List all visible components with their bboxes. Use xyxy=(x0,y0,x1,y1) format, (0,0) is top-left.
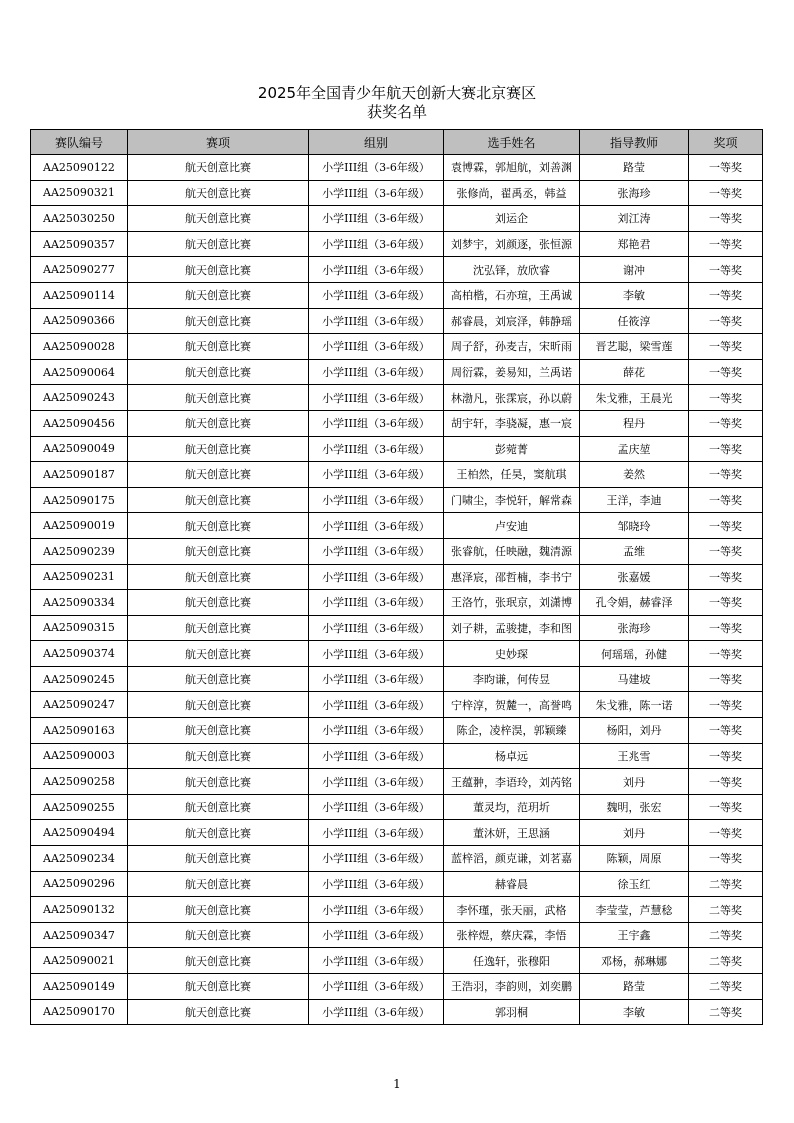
team-id-cell: AA25090296 xyxy=(31,871,128,897)
group-cell: 小学III组（3-6年级） xyxy=(309,999,444,1025)
event-cell: 航天创意比赛 xyxy=(128,897,309,923)
award-cell: 一等奖 xyxy=(689,257,763,283)
participants-cell: 刘运企 xyxy=(444,206,580,232)
group-cell: 小学III组（3-6年级） xyxy=(309,769,444,795)
award-cell: 一等奖 xyxy=(689,180,763,206)
table-row xyxy=(31,692,763,718)
instructor-cell: 魏明，张宏 xyxy=(580,794,689,820)
event-cell: 航天创意比赛 xyxy=(128,769,309,795)
participants-cell: 周衍霖，姜易知，兰禹诺 xyxy=(444,359,580,385)
award-cell: 二等奖 xyxy=(689,974,763,1000)
team-id-cell: AA25090315 xyxy=(31,615,128,641)
event-cell: 航天创意比赛 xyxy=(128,462,309,488)
participants-cell: 杨卓远 xyxy=(444,743,580,769)
instructor-cell: 孟庆堃 xyxy=(580,436,689,462)
instructor-cell: 刘丹 xyxy=(580,769,689,795)
instructor-cell: 张海珍 xyxy=(580,615,689,641)
participants-cell: 刘子耕，孟骏捷，李和图 xyxy=(444,615,580,641)
group-cell: 小学III组（3-6年级） xyxy=(309,871,444,897)
participants-cell: 郭羽桐 xyxy=(444,999,580,1025)
participants-cell: 陈企，凌梓淏，郭颖臻 xyxy=(444,718,580,744)
group-cell: 小学III组（3-6年级） xyxy=(309,257,444,283)
award-cell: 一等奖 xyxy=(689,615,763,641)
event-cell: 航天创意比赛 xyxy=(128,385,309,411)
team-id-cell: AA25090258 xyxy=(31,769,128,795)
instructor-cell: 任筱淳 xyxy=(580,308,689,334)
table-row xyxy=(31,487,763,513)
group-cell: 小学III组（3-6年级） xyxy=(309,385,444,411)
team-id-cell: AA25090243 xyxy=(31,385,128,411)
group-cell: 小学III组（3-6年级） xyxy=(309,743,444,769)
table-row xyxy=(31,999,763,1025)
event-cell: 航天创意比赛 xyxy=(128,974,309,1000)
award-cell: 一等奖 xyxy=(689,538,763,564)
group-cell: 小学III组（3-6年级） xyxy=(309,692,444,718)
participants-cell: 彭菀菁 xyxy=(444,436,580,462)
instructor-cell: 路莹 xyxy=(580,155,689,181)
team-id-cell: AA25090028 xyxy=(31,334,128,360)
participants-cell: 张梓煜，蔡庆霖，李悟 xyxy=(444,922,580,948)
header-group: 组别 xyxy=(309,130,444,155)
participants-cell: 李怀瑾，张天丽，武格 xyxy=(444,897,580,923)
table-row xyxy=(31,846,763,872)
event-cell: 航天创意比赛 xyxy=(128,513,309,539)
group-cell: 小学III组（3-6年级） xyxy=(309,487,444,513)
table-row xyxy=(31,590,763,616)
award-cell: 一等奖 xyxy=(689,590,763,616)
event-cell: 航天创意比赛 xyxy=(128,282,309,308)
instructor-cell: 晋艺聪，梁雪莲 xyxy=(580,334,689,360)
table-row xyxy=(31,794,763,820)
award-cell: 一等奖 xyxy=(689,769,763,795)
participants-cell: 袁博霖，郭旭航，刘善渊 xyxy=(444,155,580,181)
participants-cell: 周子舒，孙麦吉，宋昕雨 xyxy=(444,334,580,360)
participants-cell: 沈弘铎，放欣睿 xyxy=(444,257,580,283)
event-cell: 航天创意比赛 xyxy=(128,334,309,360)
team-id-cell: AA25030250 xyxy=(31,206,128,232)
group-cell: 小学III组（3-6年级） xyxy=(309,590,444,616)
award-cell: 一等奖 xyxy=(689,462,763,488)
team-id-cell: AA25090334 xyxy=(31,590,128,616)
team-id-cell: AA25090114 xyxy=(31,282,128,308)
instructor-cell: 陈颖，周原 xyxy=(580,846,689,872)
group-cell: 小学III组（3-6年级） xyxy=(309,820,444,846)
table-row xyxy=(31,564,763,590)
group-cell: 小学III组（3-6年级） xyxy=(309,513,444,539)
table-row xyxy=(31,666,763,692)
team-id-cell: AA25090494 xyxy=(31,820,128,846)
participants-cell: 董灵均，范玥圻 xyxy=(444,794,580,820)
award-cell: 二等奖 xyxy=(689,948,763,974)
table-header-row xyxy=(31,130,763,155)
event-cell: 航天创意比赛 xyxy=(128,846,309,872)
event-cell: 航天创意比赛 xyxy=(128,820,309,846)
instructor-cell: 张嘉媛 xyxy=(580,564,689,590)
table-row xyxy=(31,359,763,385)
instructor-cell: 李敏 xyxy=(580,999,689,1025)
awards-table xyxy=(30,129,763,1025)
instructor-cell: 邹晓玲 xyxy=(580,513,689,539)
event-cell: 航天创意比赛 xyxy=(128,743,309,769)
table-row xyxy=(31,231,763,257)
group-cell: 小学III组（3-6年级） xyxy=(309,897,444,923)
team-id-cell: AA25090003 xyxy=(31,743,128,769)
award-cell: 一等奖 xyxy=(689,718,763,744)
instructor-cell: 邓杨，郝琳娜 xyxy=(580,948,689,974)
award-cell: 一等奖 xyxy=(689,385,763,411)
award-cell: 一等奖 xyxy=(689,282,763,308)
group-cell: 小学III组（3-6年级） xyxy=(309,282,444,308)
event-cell: 航天创意比赛 xyxy=(128,231,309,257)
award-cell: 一等奖 xyxy=(689,641,763,667)
table-row xyxy=(31,180,763,206)
group-cell: 小学III组（3-6年级） xyxy=(309,359,444,385)
group-cell: 小学III组（3-6年级） xyxy=(309,155,444,181)
group-cell: 小学III组（3-6年级） xyxy=(309,948,444,974)
award-cell: 二等奖 xyxy=(689,871,763,897)
instructor-cell: 薛花 xyxy=(580,359,689,385)
award-cell: 二等奖 xyxy=(689,897,763,923)
table-row xyxy=(31,897,763,923)
team-id-cell: AA25090239 xyxy=(31,538,128,564)
team-id-cell: AA25090277 xyxy=(31,257,128,283)
instructor-cell: 朱戈雅，陈一诺 xyxy=(580,692,689,718)
table-row xyxy=(31,641,763,667)
group-cell: 小学III组（3-6年级） xyxy=(309,564,444,590)
event-cell: 航天创意比赛 xyxy=(128,410,309,436)
award-cell: 一等奖 xyxy=(689,155,763,181)
instructor-cell: 王洋，李迪 xyxy=(580,487,689,513)
event-cell: 航天创意比赛 xyxy=(128,257,309,283)
participants-cell: 任逸轩，张穆阳 xyxy=(444,948,580,974)
team-id-cell: AA25090321 xyxy=(31,180,128,206)
award-cell: 一等奖 xyxy=(689,334,763,360)
group-cell: 小学III组（3-6年级） xyxy=(309,846,444,872)
participants-cell: 胡宇轩，李骁凝，惠一宸 xyxy=(444,410,580,436)
instructor-cell: 朱戈雅，王晨光 xyxy=(580,385,689,411)
table-row xyxy=(31,410,763,436)
participants-cell: 高柏楷，石亦瑄，王禹诚 xyxy=(444,282,580,308)
participants-cell: 李昀谦，何传昱 xyxy=(444,666,580,692)
table-row xyxy=(31,155,763,181)
instructor-cell: 李莹莹，芦慧稔 xyxy=(580,897,689,923)
team-id-cell: AA25090064 xyxy=(31,359,128,385)
event-cell: 航天创意比赛 xyxy=(128,692,309,718)
team-id-cell: AA25090163 xyxy=(31,718,128,744)
instructor-cell: 孔令娟，赫睿泽 xyxy=(580,590,689,616)
table-row xyxy=(31,538,763,564)
table-row xyxy=(31,871,763,897)
participants-cell: 门啸尘，李悦轩，解常森 xyxy=(444,487,580,513)
header-participants: 选手姓名 xyxy=(444,130,580,155)
participants-cell: 王浩羽，李韵则，刘奕鹏 xyxy=(444,974,580,1000)
event-cell: 航天创意比赛 xyxy=(128,794,309,820)
award-cell: 一等奖 xyxy=(689,743,763,769)
award-cell: 二等奖 xyxy=(689,922,763,948)
participants-cell: 史妙琛 xyxy=(444,641,580,667)
event-cell: 航天创意比赛 xyxy=(128,206,309,232)
participants-cell: 宁梓淳，贺麓一，高誉鸣 xyxy=(444,692,580,718)
team-id-cell: AA25090456 xyxy=(31,410,128,436)
instructor-cell: 路莹 xyxy=(580,974,689,1000)
team-id-cell: AA25090255 xyxy=(31,794,128,820)
table-row xyxy=(31,974,763,1000)
participants-cell: 郝睿晨，刘宸泽，韩静瑶 xyxy=(444,308,580,334)
award-cell: 一等奖 xyxy=(689,692,763,718)
participants-cell: 刘梦宇，刘颜逐，张恒源 xyxy=(444,231,580,257)
table-row xyxy=(31,436,763,462)
event-cell: 航天创意比赛 xyxy=(128,615,309,641)
team-id-cell: AA25090347 xyxy=(31,922,128,948)
header-team-id: 赛队编号 xyxy=(31,130,128,155)
award-cell: 一等奖 xyxy=(689,513,763,539)
instructor-cell: 刘江涛 xyxy=(580,206,689,232)
header-event: 赛项 xyxy=(128,130,309,155)
award-cell: 一等奖 xyxy=(689,436,763,462)
instructor-cell: 王宇鑫 xyxy=(580,922,689,948)
event-cell: 航天创意比赛 xyxy=(128,564,309,590)
instructor-cell: 孟维 xyxy=(580,538,689,564)
participants-cell: 蓝梓滔，颜克谦，刘茗嘉 xyxy=(444,846,580,872)
instructor-cell: 姜然 xyxy=(580,462,689,488)
instructor-cell: 何瑶瑶，孙健 xyxy=(580,641,689,667)
event-cell: 航天创意比赛 xyxy=(128,948,309,974)
event-cell: 航天创意比赛 xyxy=(128,359,309,385)
group-cell: 小学III组（3-6年级） xyxy=(309,794,444,820)
group-cell: 小学III组（3-6年级） xyxy=(309,231,444,257)
team-id-cell: AA25090231 xyxy=(31,564,128,590)
team-id-cell: AA25090245 xyxy=(31,666,128,692)
team-id-cell: AA25090132 xyxy=(31,897,128,923)
group-cell: 小学III组（3-6年级） xyxy=(309,462,444,488)
team-id-cell: AA25090247 xyxy=(31,692,128,718)
table-row xyxy=(31,385,763,411)
award-cell: 一等奖 xyxy=(689,846,763,872)
group-cell: 小学III组（3-6年级） xyxy=(309,922,444,948)
group-cell: 小学III组（3-6年级） xyxy=(309,308,444,334)
table-row xyxy=(31,743,763,769)
team-id-cell: AA25090357 xyxy=(31,231,128,257)
team-id-cell: AA25090021 xyxy=(31,948,128,974)
event-cell: 航天创意比赛 xyxy=(128,718,309,744)
group-cell: 小学III组（3-6年级） xyxy=(309,641,444,667)
instructor-cell: 李敏 xyxy=(580,282,689,308)
instructor-cell: 程丹 xyxy=(580,410,689,436)
instructor-cell: 张海珍 xyxy=(580,180,689,206)
award-cell: 一等奖 xyxy=(689,666,763,692)
participants-cell: 王洛竹，张珉京，刘潇博 xyxy=(444,590,580,616)
group-cell: 小学III组（3-6年级） xyxy=(309,538,444,564)
team-id-cell: AA25090187 xyxy=(31,462,128,488)
event-cell: 航天创意比赛 xyxy=(128,666,309,692)
group-cell: 小学III组（3-6年级） xyxy=(309,436,444,462)
award-cell: 二等奖 xyxy=(689,999,763,1025)
team-id-cell: AA25090366 xyxy=(31,308,128,334)
award-cell: 一等奖 xyxy=(689,820,763,846)
award-cell: 一等奖 xyxy=(689,564,763,590)
instructor-cell: 徐玉红 xyxy=(580,871,689,897)
instructor-cell: 王兆雪 xyxy=(580,743,689,769)
team-id-cell: AA25090175 xyxy=(31,487,128,513)
document-title: 2025年全国青少年航天创新大赛北京赛区 xyxy=(257,84,537,102)
event-cell: 航天创意比赛 xyxy=(128,308,309,334)
event-cell: 航天创意比赛 xyxy=(128,538,309,564)
event-cell: 航天创意比赛 xyxy=(128,436,309,462)
instructor-cell: 谢冲 xyxy=(580,257,689,283)
event-cell: 航天创意比赛 xyxy=(128,487,309,513)
event-cell: 航天创意比赛 xyxy=(128,155,309,181)
group-cell: 小学III组（3-6年级） xyxy=(309,206,444,232)
participants-cell: 林渤凡，张霂宸，孙以蔚 xyxy=(444,385,580,411)
document-subtitle: 获奖名单 xyxy=(366,103,427,121)
participants-cell: 惠泽宸，邵哲楠，李书宁 xyxy=(444,564,580,590)
table-row xyxy=(31,282,763,308)
table-row xyxy=(31,462,763,488)
table-row xyxy=(31,718,763,744)
participants-cell: 王蕴翀，李语玲，刘芮铭 xyxy=(444,769,580,795)
table-row xyxy=(31,820,763,846)
team-id-cell: AA25090149 xyxy=(31,974,128,1000)
event-cell: 航天创意比赛 xyxy=(128,871,309,897)
group-cell: 小学III组（3-6年级） xyxy=(309,180,444,206)
header-instructor: 指导教师 xyxy=(580,130,689,155)
participants-cell: 卢安迪 xyxy=(444,513,580,539)
team-id-cell: AA25090122 xyxy=(31,155,128,181)
table-row xyxy=(31,257,763,283)
event-cell: 航天创意比赛 xyxy=(128,590,309,616)
event-cell: 航天创意比赛 xyxy=(128,999,309,1025)
award-cell: 一等奖 xyxy=(689,359,763,385)
group-cell: 小学III组（3-6年级） xyxy=(309,666,444,692)
award-cell: 一等奖 xyxy=(689,206,763,232)
award-cell: 一等奖 xyxy=(689,308,763,334)
header-award: 奖项 xyxy=(689,130,763,155)
group-cell: 小学III组（3-6年级） xyxy=(309,615,444,641)
page-number: 1 xyxy=(393,1077,401,1091)
event-cell: 航天创意比赛 xyxy=(128,180,309,206)
award-cell: 一等奖 xyxy=(689,231,763,257)
participants-cell: 董沐妍，王思涵 xyxy=(444,820,580,846)
instructor-cell: 刘丹 xyxy=(580,820,689,846)
participants-cell: 张修尚，翟禹丞，韩益 xyxy=(444,180,580,206)
team-id-cell: AA25090019 xyxy=(31,513,128,539)
participants-cell: 张睿航，任映融，魏清源 xyxy=(444,538,580,564)
instructor-cell: 杨阳，刘丹 xyxy=(580,718,689,744)
table-row xyxy=(31,206,763,232)
table-row xyxy=(31,308,763,334)
team-id-cell: AA25090170 xyxy=(31,999,128,1025)
team-id-cell: AA25090234 xyxy=(31,846,128,872)
team-id-cell: AA25090374 xyxy=(31,641,128,667)
group-cell: 小学III组（3-6年级） xyxy=(309,410,444,436)
award-cell: 一等奖 xyxy=(689,487,763,513)
table-row xyxy=(31,922,763,948)
award-cell: 一等奖 xyxy=(689,794,763,820)
group-cell: 小学III组（3-6年级） xyxy=(309,334,444,360)
instructor-cell: 马建坡 xyxy=(580,666,689,692)
award-cell: 一等奖 xyxy=(689,410,763,436)
table-row xyxy=(31,615,763,641)
participants-cell: 王柏然，任昊，窦航琪 xyxy=(444,462,580,488)
instructor-cell: 郑艳君 xyxy=(580,231,689,257)
table-row xyxy=(31,513,763,539)
participants-cell: 赫睿晨 xyxy=(444,871,580,897)
team-id-cell: AA25090049 xyxy=(31,436,128,462)
group-cell: 小学III组（3-6年级） xyxy=(309,718,444,744)
group-cell: 小学III组（3-6年级） xyxy=(309,974,444,1000)
table-row xyxy=(31,769,763,795)
table-row xyxy=(31,334,763,360)
event-cell: 航天创意比赛 xyxy=(128,922,309,948)
table-row xyxy=(31,948,763,974)
event-cell: 航天创意比赛 xyxy=(128,641,309,667)
